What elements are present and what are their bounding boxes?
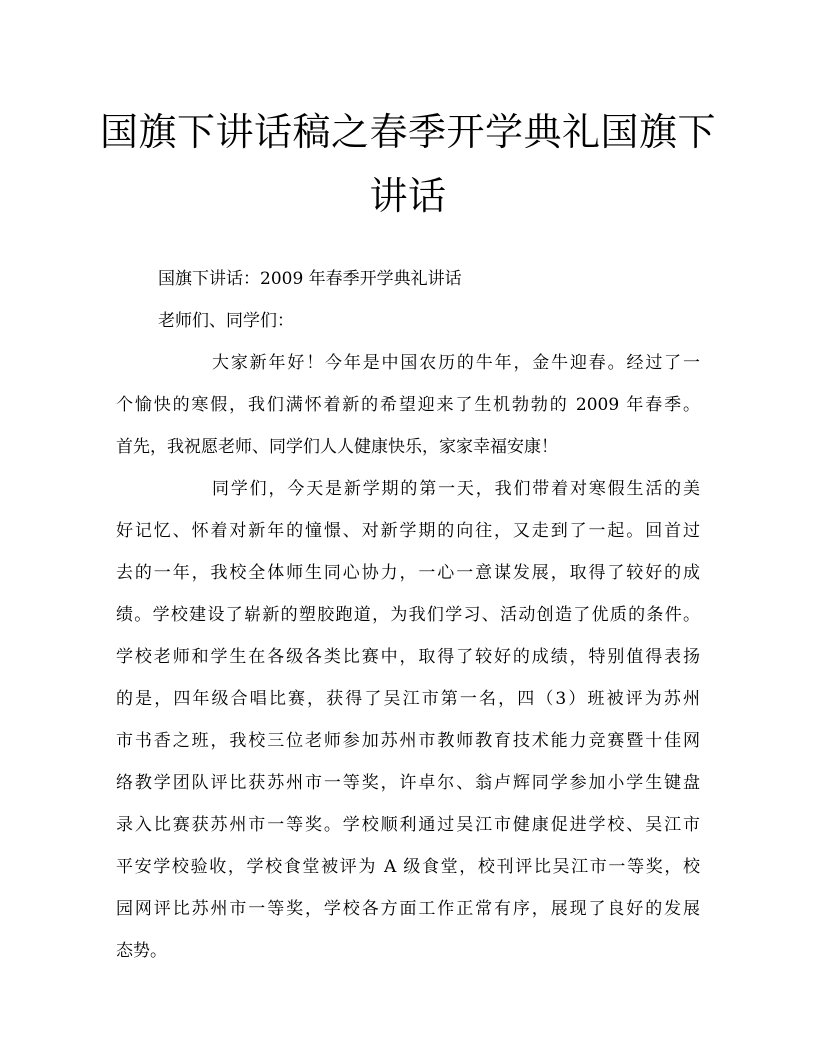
title-line-1: 国旗下讲话稿之春季开学典礼国旗下 xyxy=(100,110,717,154)
salutation: 老师们、同学们： xyxy=(158,311,294,331)
paragraph-2-line: 市书香之班，我校三位老师参加苏州市教师教育技术能力竞赛暨十佳网 xyxy=(116,731,700,751)
paragraph-2-line: 好记忆、怀着对新年的憧憬、对新学期的向往，又走到了一起。回首过 xyxy=(116,521,700,541)
paragraph-2-line: 平安学校验收，学校食堂被评为 A 级食堂，校刊评比吴江市一等奖，校 xyxy=(116,857,700,877)
paragraph-2-line: 去的一年，我校全体师生同心协力，一心一意谋发展，取得了较好的成 xyxy=(116,563,700,583)
paragraph-2-line: 的是，四年级合唱比赛，获得了吴江市第一名，四（3）班被评为苏州 xyxy=(116,689,700,709)
paragraph-1-line: 大家新年好！今年是中国农历的牛年，金牛迎春。经过了一 xyxy=(212,353,700,373)
paragraph-2-line: 绩。学校建设了崭新的塑胶跑道，为我们学习、活动创造了优质的条件。 xyxy=(116,605,700,625)
subtitle: 国旗下讲话：2009 年春季开学典礼讲话 xyxy=(158,269,462,289)
paragraph-1-line: 首先，我祝愿老师、同学们人人健康快乐，家家幸福安康！ xyxy=(116,437,558,457)
paragraph-2-line: 园网评比苏州市一等奖，学校各方面工作正常有序，展现了良好的发展 xyxy=(116,899,700,919)
paragraph-2-line: 学校老师和学生在各级各类比赛中，取得了较好的成绩，特别值得表扬 xyxy=(116,647,700,667)
title-line-2: 讲话 xyxy=(369,174,447,218)
paragraph-2-line: 态势。 xyxy=(116,941,167,961)
paragraph-2-line: 同学们，今天是新学期的第一天，我们带着对寒假生活的美 xyxy=(212,479,700,499)
paragraph-2-line: 录入比赛获苏州市一等奖。学校顺利通过吴江市健康促进学校、吴江市 xyxy=(116,815,700,835)
paragraph-2-line: 络教学团队评比获苏州市一等奖，许卓尔、翁卢辉同学参加小学生键盘 xyxy=(116,773,700,793)
document-title xyxy=(100,100,716,228)
paragraph-1-line: 个愉快的寒假，我们满怀着新的希望迎来了生机勃勃的 2009 年春季。 xyxy=(116,395,700,415)
